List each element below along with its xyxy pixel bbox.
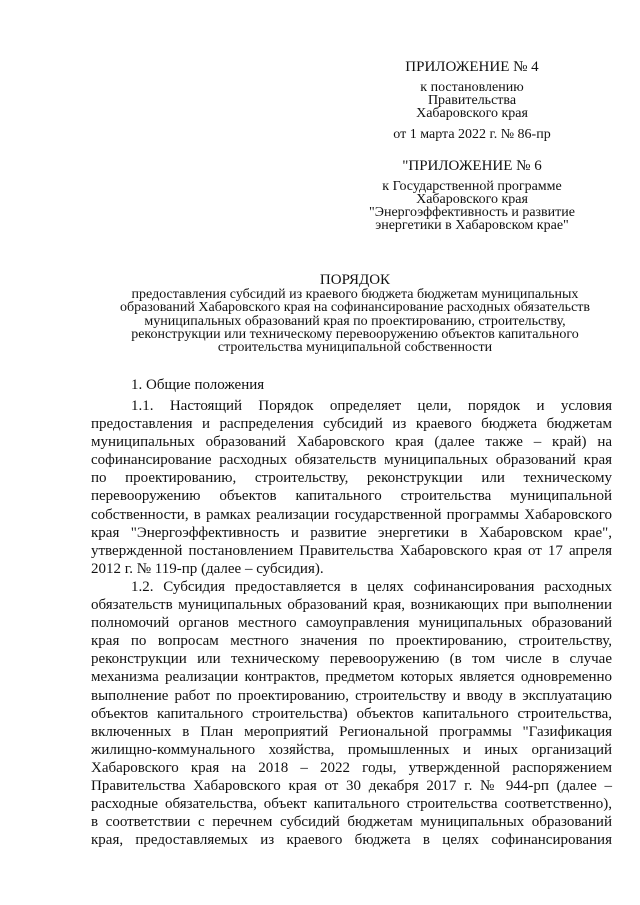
paragraph-1-line: предоставления и распределения субсидий из краевого бюджета бюджетам	[91, 416, 612, 433]
appendix-4-line: Правительства	[427, 93, 517, 108]
paragraph-2-line: жилищно-коммунального хозяйства, промышленных и иных организаций	[91, 741, 612, 758]
paragraph-1-line: 1.1. Настоящий Порядок определяет цели, порядок и условия	[131, 398, 612, 414]
paragraph-2-line: объектов капитального строительства) объектов капитального строительства,	[91, 705, 612, 722]
appendix-4-title: ПРИЛОЖЕНИЕ № 4	[405, 59, 539, 75]
paragraph-2-line: реконструкции или техническому перевооружению (в том числе в случае	[91, 651, 612, 668]
document-title-block	[70, 274, 640, 354]
document-subtitle-line: строительства муниципальной собственности	[217, 340, 493, 356]
appendix-4-date-block	[352, 128, 592, 141]
paragraph-1-line: 2012 г. № 119-пр (далее – субсидия).	[91, 560, 324, 577]
appendix-6-title: "ПРИЛОЖЕНИЕ № 6	[402, 158, 542, 174]
paragraph-2-line: полномочий органов местного самоуправления муниципальных образований	[91, 615, 612, 632]
paragraph-2-line: в соответствии с перечнем субсидий бюджетам муниципальных образований	[91, 814, 612, 831]
paragraph-2-line: 1.2. Субсидия предоставляется в целях софинансирования расходных	[131, 578, 612, 595]
appendix-4-line: Хабаровского края	[416, 106, 528, 121]
body-text	[91, 397, 612, 849]
paragraph-1-line: по проектированию, строительству, реконструкции или техническому	[91, 470, 612, 487]
document-subtitle-line: муниципальных образований края по проектированию, строительству,	[144, 313, 566, 329]
appendix-6-line: к Государственной программе	[382, 179, 562, 194]
document-subtitle-line: реконструкции или техническому перевооружению объектов капитального	[131, 326, 579, 342]
appendix-6-line: энергетики в Хабаровском крае"	[375, 218, 569, 233]
paragraph-2-line: края по вопросам местного значения по проектированию, строительству,	[91, 633, 612, 650]
appendix-4-line: к постановлению	[420, 80, 524, 95]
paragraph-1-line: софинансирование расходных обязательств муниципальных образований края	[91, 452, 612, 469]
paragraph-2-line: Хабаровского края на 2018 – 2022 годы, утвержденной распоряжением	[91, 759, 612, 776]
section-heading: 1. Общие положения	[131, 377, 265, 393]
document-title: ПОРЯДОК	[319, 272, 391, 288]
paragraph-2-line: края, предоставляемых из краевого бюджета в целях софинансирования	[91, 832, 612, 849]
paragraph-2-line: включенных в План мероприятий Региональной программы "Газификация	[91, 723, 612, 740]
paragraph-1-line: края "Энергоэффективность и развитие энергетики в Хабаровском крае",	[91, 524, 612, 541]
appendix-4-header	[352, 61, 592, 120]
document-subtitle-line: образований Хабаровского края на софинансирование расходных обязательств	[119, 300, 591, 316]
paragraph-2-line: механизма реализации контрактов, предметом которых является одновременно	[91, 669, 612, 686]
paragraph-2-line: расходные обязательства, объект капитального строительства соответственно),	[91, 796, 612, 813]
paragraph-1-line: утвержденной постановлением Правительства Хабаровского края от 17 апреля	[91, 542, 612, 559]
appendix-6-header	[352, 160, 592, 232]
paragraph-1-line: муниципальных образований Хабаровского края (далее также – край) на	[91, 434, 612, 451]
appendix-4-date: от 1 марта 2022 г. № 86-пр	[393, 127, 551, 142]
paragraph-2-line: обязательств муниципальных образований края, возникающих при выполнении	[91, 597, 612, 614]
document-subtitle-line: предоставления субсидий из краевого бюджета бюджетам муниципальных	[131, 287, 579, 303]
appendix-6-line: Хабаровского края	[416, 192, 528, 207]
paragraph-1-line: перевооружению объектов капитального строительства муниципальной	[91, 488, 612, 505]
paragraph-1-line: собственности, в рамках реализации государственной программы Хабаровского	[91, 506, 612, 523]
appendix-6-line: "Энергоэффективность и развитие	[369, 205, 575, 220]
paragraph-2-line: Правительства Хабаровского края от 30 декабря 2017 г. № 944-рп (далее –	[91, 777, 612, 794]
paragraph-2-line: выполнение работ по проектированию, строительству и вводу в эксплуатацию	[91, 687, 612, 704]
